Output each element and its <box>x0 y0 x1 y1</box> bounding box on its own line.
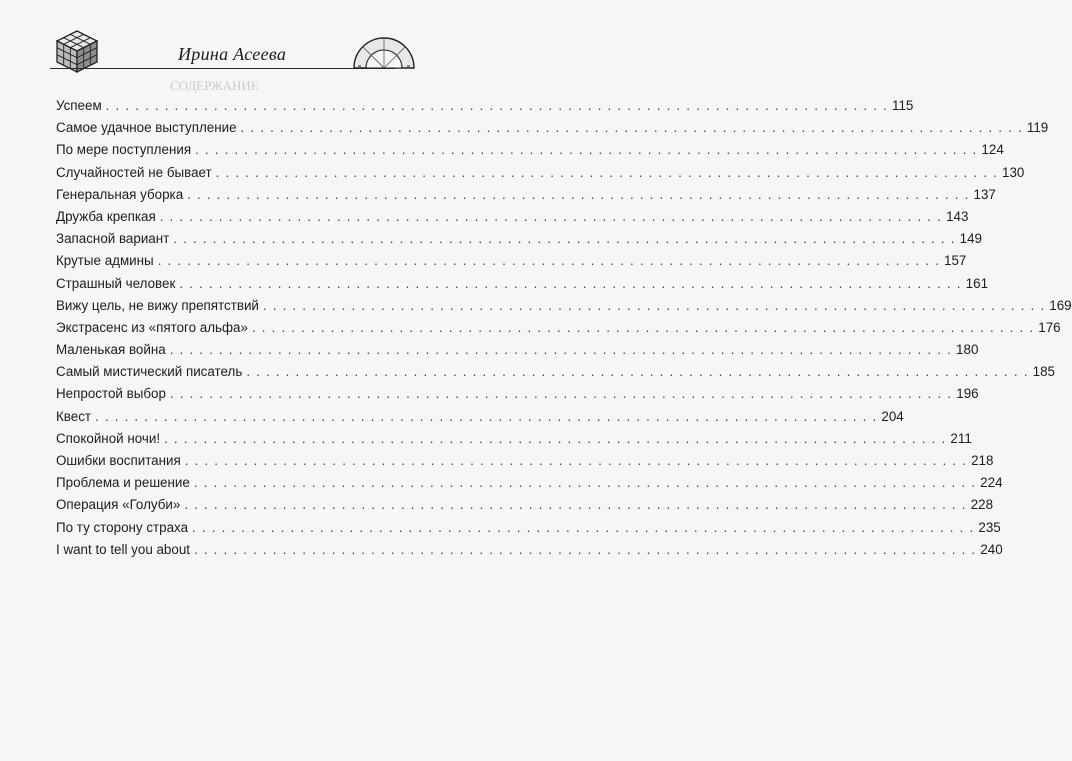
toc-entry-title: Спокойной ночи! <box>56 430 161 446</box>
toc-entry-title: По мере поступления <box>56 142 192 158</box>
toc-dot-leader: . . . . . . . . . . . . . . . . . . . . . . . . . . . . . . . . . . . . . . . . . . . . . . . . . . . . . . . . . . . . . . . . . . . . . . . . . . . . . . . . <box>187 186 970 202</box>
toc-entry <box>56 142 1004 164</box>
toc-entry-title: Генеральная уборка <box>56 186 184 202</box>
toc-dot-leader: . . . . . . . . . . . . . . . . . . . . . . . . . . . . . . . . . . . . . . . . . . . . . . . . . . . . . . . . . . . . . . . . . . . . . . . . . . . . . . . . <box>193 475 977 491</box>
toc-entry <box>56 253 967 275</box>
toc-entry <box>56 319 1061 342</box>
toc-dot-leader: . . . . . . . . . . . . . . . . . . . . . . . . . . . . . . . . . . . . . . . . . . . . . . . . . . . . . . . . . . . . . . . . . . . . . . . . . . . . . . . . <box>157 253 941 269</box>
toc-entry-title: Непростой выбор <box>56 386 166 402</box>
toc-entry-page: 115 <box>892 98 914 113</box>
toc-dot-leader: . . . . . . . . . . . . . . . . . . . . . . . . . . . . . . . . . . . . . . . . . . . . . . . . . . . . . . . . . . . . . . . . . . . . . . . . . . . . . . . . <box>251 319 1035 335</box>
toc-entry-title: Экстрасенс из «пятого альфа» <box>56 319 248 335</box>
toc-dot-leader: . . . . . . . . . . . . . . . . . . . . . . . . . . . . . . . . . . . . . . . . . . . . . . . . . . . . . . . . . . . . . . . . . . . . . . . . . . . . . . . . <box>262 297 1046 313</box>
toc-entry-title: По ту сторону страха <box>56 519 189 535</box>
toc-dot-leader: . . . . . . . . . . . . . . . . . . . . . . . . . . . . . . . . . . . . . . . . . . . . . . . . . . . . . . . . . . . . . . . . . . . . . . . . . . . . . . . . <box>184 453 968 468</box>
toc-entry <box>56 519 1001 542</box>
toc-dot-leader: . . . . . . . . . . . . . . . . . . . . . . . . . . . . . . . . . . . . . . . . . . . . . . . . . . . . . . . . . . . . . . . . . . . . . . . . . . . . . . . . <box>95 408 878 424</box>
toc-entry-page: 228 <box>970 497 994 513</box>
toc-entry <box>56 430 972 453</box>
toc-entry-title: Операция «Голуби» <box>56 497 181 513</box>
toc-dot-leader: . . . . . . . . . . . . . . . . . . . . . . . . . . . . . . . . . . . . . . . . . . . . . . . . . . . . . . . . . . . . . . . . . . . . . . . . . . . . . . . . <box>215 164 998 180</box>
toc-entry-title: Успеем <box>56 98 102 113</box>
toc-entry-page: 124 <box>981 142 1004 158</box>
toc-entry-page: 180 <box>956 342 979 358</box>
toc-entry-title: Ошибки воспитания <box>56 453 181 468</box>
toc-entry <box>56 120 1049 142</box>
toc-dot-leader: . . . . . . . . . . . . . . . . . . . . . . . . . . . . . . . . . . . . . . . . . . . . . . . . . . . . . . . . . . . . . . . . . . . . . . . . . . . . . . . . <box>105 98 889 113</box>
toc-entry-title: Дружба крепкая <box>56 208 156 224</box>
toc-entry <box>56 186 996 209</box>
toc-entry <box>56 208 969 231</box>
toc-entry-title: Самое удачное выступление <box>56 120 237 136</box>
toc-entry-page: 176 <box>1038 319 1061 335</box>
toc-entry-page: 169 <box>1049 297 1072 313</box>
toc-entry-title: Самый мистический писатель <box>56 364 243 380</box>
toc-entry <box>56 98 914 120</box>
toc-entry-title: Маленькая война <box>56 342 166 358</box>
toc-entry-page: 185 <box>1032 364 1055 380</box>
toc-entry-page: 130 <box>1002 164 1025 180</box>
toc-entry-title: Случайностей не бывает <box>56 164 212 180</box>
toc-entry-page: 119 <box>1026 120 1049 136</box>
toc-dot-leader: . . . . . . . . . . . . . . . . . . . . . . . . . . . . . . . . . . . . . . . . . . . . . . . . . . . . . . . . . . . . . . . . . . . . . . . . . . . . . . . . <box>246 364 1029 380</box>
toc-dot-leader: . . . . . . . . . . . . . . . . . . . . . . . . . . . . . . . . . . . . . . . . . . . . . . . . . . . . . . . . . . . . . . . . . . . . . . . . . . . . . . . . <box>240 120 1023 136</box>
toc-dot-leader: . . . . . . . . . . . . . . . . . . . . . . . . . . . . . . . . . . . . . . . . . . . . . . . . . . . . . . . . . . . . . . . . . . . . . . . . . . . . . . . . <box>194 541 977 557</box>
toc-dot-leader: . . . . . . . . . . . . . . . . . . . . . . . . . . . . . . . . . . . . . . . . . . . . . . . . . . . . . . . . . . . . . . . . . . . . . . . . . . . . . . . . <box>179 275 962 291</box>
show-through-heading: СОДЕРЖАНИЕ <box>170 78 259 93</box>
toc-dot-leader: . . . . . . . . . . . . . . . . . . . . . . . . . . . . . . . . . . . . . . . . . . . . . . . . . . . . . . . . . . . . . . . . . . . . . . . . . . . . . . . . <box>169 342 953 358</box>
toc-entry-page: 204 <box>881 408 904 424</box>
toc-dot-leader: . . . . . . . . . . . . . . . . . . . . . . . . . . . . . . . . . . . . . . . . . . . . . . . . . . . . . . . . . . . . . . . . . . . . . . . . . . . . . . . . <box>184 497 967 513</box>
toc-entry-title: Запасной вариант <box>56 231 170 247</box>
toc-dot-leader: . . . . . . . . . . . . . . . . . . . . . . . . . . . . . . . . . . . . . . . . . . . . . . . . . . . . . . . . . . . . . . . . . . . . . . . . . . . . . . . . <box>164 430 947 446</box>
toc-entry-title: Страшный человек <box>56 275 176 291</box>
toc-entry-page: 211 <box>950 430 972 446</box>
toc-entry <box>56 475 1003 497</box>
toc-entry <box>56 364 1055 386</box>
toc-dot-leader: . . . . . . . . . . . . . . . . . . . . . . . . . . . . . . . . . . . . . . . . . . . . . . . . . . . . . . . . . . . . . . . . . . . . . . . . . . . . . . . . <box>173 231 956 247</box>
toc-entry <box>56 497 994 519</box>
toc-entry-title: Квест <box>56 408 92 424</box>
toc-entry-page: 143 <box>946 208 969 224</box>
author-name: Ирина Асеева <box>178 44 287 64</box>
toc-entry <box>56 297 1072 320</box>
toc-entry-page: 196 <box>956 386 979 402</box>
protractor-icon <box>352 30 416 70</box>
toc-entry-page: 157 <box>944 253 967 269</box>
toc-entry <box>56 275 989 298</box>
toc-entry <box>56 408 904 431</box>
toc-entry-title: Вижу цель, не вижу препятствий <box>56 297 259 313</box>
toc-dot-leader: . . . . . . . . . . . . . . . . . . . . . . . . . . . . . . . . . . . . . . . . . . . . . . . . . . . . . . . . . . . . . . . . . . . . . . . . . . . . . . . . <box>159 208 943 224</box>
toc-entry-title: Проблема и решение <box>56 475 190 491</box>
toc-entry-page: 224 <box>980 475 1003 491</box>
toc-entry-page: 235 <box>978 519 1001 535</box>
toc-dot-leader: . . . . . . . . . . . . . . . . . . . . . . . . . . . . . . . . . . . . . . . . . . . . . . . . . . . . . . . . . . . . . . . . . . . . . . . . . . . . . . . . <box>192 519 975 535</box>
toc-entry <box>56 231 982 253</box>
page-header <box>0 0 448 90</box>
toc-entry-page: 137 <box>973 186 996 202</box>
toc-entry-page: 218 <box>971 453 994 468</box>
toc-entry-page: 149 <box>959 231 982 247</box>
toc-entry-page: 240 <box>980 541 1003 557</box>
toc-dot-leader: . . . . . . . . . . . . . . . . . . . . . . . . . . . . . . . . . . . . . . . . . . . . . . . . . . . . . . . . . . . . . . . . . . . . . . . . . . . . . . . . <box>169 386 953 402</box>
toc-entry-page: 161 <box>965 275 989 291</box>
header-rule <box>50 68 395 69</box>
table-of-contents <box>56 98 1072 564</box>
toc-entry <box>56 541 1003 564</box>
toc-entry-title: Крутые админы <box>56 253 154 269</box>
toc-entry <box>56 453 994 475</box>
toc-dot-leader: . . . . . . . . . . . . . . . . . . . . . . . . . . . . . . . . . . . . . . . . . . . . . . . . . . . . . . . . . . . . . . . . . . . . . . . . . . . . . . . . <box>195 142 978 158</box>
toc-entry <box>56 386 979 408</box>
toc-entry <box>56 342 979 364</box>
toc-entry <box>56 164 1025 187</box>
toc-entry-title: I want to tell you about <box>56 541 190 557</box>
